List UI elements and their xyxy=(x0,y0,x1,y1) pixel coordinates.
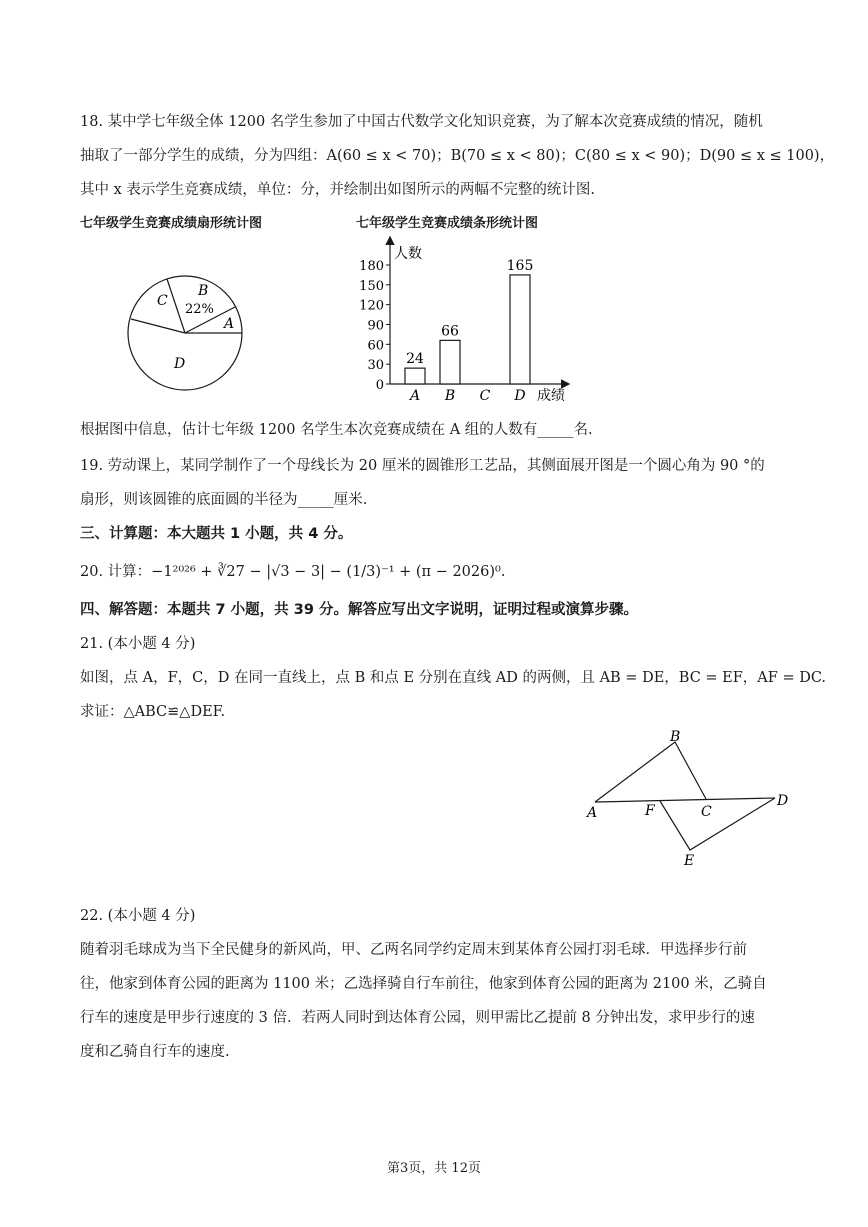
pie-label-c: C xyxy=(157,293,168,309)
pie-chart-title: 七年级学生竞赛成绩扇形统计图 xyxy=(80,216,263,231)
point-b-label: B xyxy=(670,729,681,745)
bar-y-tick-label: 60 xyxy=(367,338,384,354)
bar-category-label-d: D xyxy=(514,388,526,404)
pie-label-b: B xyxy=(198,283,209,299)
bar-b xyxy=(440,340,460,384)
bar-y-tick-label: 30 xyxy=(367,358,384,374)
pie-radius-cd xyxy=(131,319,185,333)
q22-line-3: 行车的速度是甲步行速度的 3 倍．若两人同时到达体育公园，则甲需比乙提前 8 分钟出发，求甲步行的速 xyxy=(80,1010,755,1026)
triangle-abc xyxy=(595,742,706,802)
bar-y-axis-label: 人数 xyxy=(394,246,422,262)
q21-heading: 21. (本小题 4 分) xyxy=(80,636,196,652)
q19-line-1: 19. 劳动课上，某同学制作了一个母线长为 20 厘米的圆锥形工艺品，其侧面展开图是一个圆心角为 90 °的 xyxy=(80,458,765,474)
q18-question: 根据图中信息，估计七年级 1200 名学生本次竞赛成绩在 A 组的人数有_____名. xyxy=(80,422,593,438)
point-d-label: D xyxy=(777,793,789,809)
point-f-label: F xyxy=(645,803,655,819)
page-footer: 第3页，共 12页 xyxy=(387,1161,481,1176)
q20-expression: −1²⁰²⁶ + ∛27 − |√3 − 3| − (1/3)⁻¹ + (π − 2026)⁰. xyxy=(151,564,506,580)
q22-line-2: 往，他家到体育公园的距离为 1100 米；乙选择骑自行车前往，他家到体育公园的距离为 2100 米，乙骑自 xyxy=(80,976,767,992)
bar-category-label-a: A xyxy=(409,388,421,404)
q21-line-2: 求证：△ABC≌△DEF. xyxy=(80,704,226,720)
q22-heading: 22. (本小题 4 分) xyxy=(80,908,196,924)
section-3-heading: 三、计算题：本大题共 1 小题，共 4 分。 xyxy=(80,526,353,542)
bar-a xyxy=(405,368,425,384)
pie-radius-bc xyxy=(167,279,185,333)
q18-line-1: 18. 某中学七年级全体 1200 名学生参加了中国古代数学文化知识竞赛，为了解本次竞赛成绩的情况，随机 xyxy=(80,114,763,130)
bar-y-tick-label: 120 xyxy=(359,298,384,314)
q18-line-3: 其中 x 表示学生竞赛成绩，单位：分，并绘制出如图所示的两幅不完整的统计图. xyxy=(80,182,596,198)
bar-y-tick-label: 150 xyxy=(359,278,384,294)
q22-line-1: 随着羽毛球成为当下全民健身的新风尚，甲、乙两名同学约定周末到某体育公园打羽毛球．甲选择步行前 xyxy=(80,942,747,958)
bar-y-tick-label: 90 xyxy=(367,318,384,334)
q20-prefix: 20. 计算： xyxy=(80,564,152,580)
bar-d xyxy=(510,275,530,384)
bar-category-label-b: B xyxy=(444,388,456,404)
bar-category-label-c: C xyxy=(479,388,491,404)
q19-line-2: 扇形，则该圆锥的底面圆的半径为_____厘米. xyxy=(80,492,368,508)
bar-value-label-d: 165 xyxy=(506,257,534,274)
q21-triangle-figure xyxy=(580,728,795,873)
bar-chart xyxy=(346,232,576,407)
section-4-heading: 四、解答题：本题共 7 小题，共 39 分。解答应写出文字说明，证明过程或演算步骤。 xyxy=(80,602,638,618)
triangle-def xyxy=(660,798,775,850)
pie-chart xyxy=(120,265,260,405)
bar-chart-title: 七年级学生竞赛成绩条形统计图 xyxy=(356,216,539,231)
q18-line-2: 抽取了一部分学生的成绩，分为四组：A(60 ≤ x < 70)；B(70 ≤ x < 80)；C(80 ≤ x < 90)；D(90 ≤ x ≤ 100)， xyxy=(80,148,835,164)
q21-line-1: 如图，点 A，F，C，D 在同一直线上，点 B 和点 E 分别在直线 AD 的两侧，且 AB = DE，BC = EF，AF = DC. xyxy=(80,670,827,686)
bar-x-axis-label: 成绩 xyxy=(537,388,565,404)
point-c-label: C xyxy=(701,804,712,820)
bar-value-label-b: 66 xyxy=(441,323,459,340)
q20-line xyxy=(80,562,505,582)
point-e-label: E xyxy=(684,853,695,869)
bar-value-label-a: 24 xyxy=(406,351,424,368)
line-ad xyxy=(595,798,775,802)
pie-label-b-percent: 22% xyxy=(185,302,214,317)
pie-label-a: A xyxy=(224,316,235,332)
bar-y-tick-label: 0 xyxy=(375,378,384,393)
pie-label-d: D xyxy=(174,356,186,372)
point-a-label: A xyxy=(587,805,598,821)
bar-y-tick-label: 180 xyxy=(359,259,384,274)
q22-line-4: 度和乙骑自行车的速度. xyxy=(80,1044,230,1060)
